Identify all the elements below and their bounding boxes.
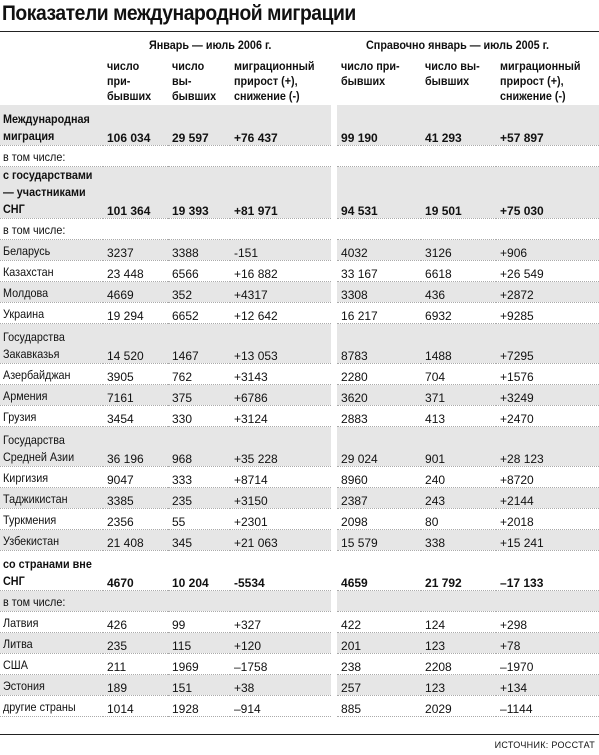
cell-col-6: +15 241 bbox=[496, 529, 599, 550]
cell-col-1: 2356 bbox=[103, 508, 168, 529]
cell-col-1: 101 364 bbox=[103, 166, 168, 218]
cell-col-1: 4670 bbox=[103, 550, 168, 590]
cell-col-1: 189 bbox=[103, 674, 168, 695]
table-row bbox=[0, 508, 599, 529]
row-label: другие страны bbox=[0, 695, 103, 716]
header-sub-row bbox=[0, 56, 599, 105]
cell-col-3: –914 bbox=[230, 695, 334, 716]
cell-col-1: 14 520 bbox=[103, 323, 168, 363]
cell-col-1: 23 448 bbox=[103, 260, 168, 281]
cell-col-3: +3124 bbox=[230, 405, 334, 426]
cell-col-5: 243 bbox=[421, 487, 496, 508]
cell-col-4: 33 167 bbox=[334, 260, 421, 281]
cell-col-4: 8783 bbox=[334, 323, 421, 363]
cell-col-2 bbox=[168, 218, 230, 239]
cell-col-5: 80 bbox=[421, 508, 496, 529]
cell-col-4: 2098 bbox=[334, 508, 421, 529]
table-row bbox=[0, 166, 599, 218]
table-row bbox=[0, 281, 599, 302]
cell-col-2: 333 bbox=[168, 466, 230, 487]
cell-col-5: 2208 bbox=[421, 653, 496, 674]
cell-col-4 bbox=[334, 590, 421, 611]
cell-col-1: 9047 bbox=[103, 466, 168, 487]
cell-col-6: +298 bbox=[496, 611, 599, 632]
row-label: США bbox=[0, 653, 103, 674]
row-label: в том числе: bbox=[0, 590, 103, 611]
table-row bbox=[0, 363, 599, 384]
cell-col-5: 704 bbox=[421, 363, 496, 384]
cell-col-3: +12 642 bbox=[230, 302, 334, 323]
header-group-row bbox=[0, 34, 599, 56]
cell-col-1: 7161 bbox=[103, 384, 168, 405]
cell-col-6: +75 030 bbox=[496, 166, 599, 218]
cell-col-1: 3385 bbox=[103, 487, 168, 508]
cell-col-2: 3388 bbox=[168, 239, 230, 260]
cell-col-6: +134 bbox=[496, 674, 599, 695]
table-row bbox=[0, 384, 599, 405]
header-sub-col-2: число вы- бывших bbox=[172, 59, 217, 103]
cell-col-5: 901 bbox=[421, 426, 496, 466]
cell-col-6: –17 133 bbox=[496, 550, 599, 590]
cell-col-1: 36 196 bbox=[103, 426, 168, 466]
cell-col-1: 3454 bbox=[103, 405, 168, 426]
table-row bbox=[0, 529, 599, 550]
cell-col-2: 6566 bbox=[168, 260, 230, 281]
cell-col-5: 3126 bbox=[421, 239, 496, 260]
table-row bbox=[0, 105, 599, 145]
table-row bbox=[0, 426, 599, 466]
cell-col-6: +26 549 bbox=[496, 260, 599, 281]
cell-col-5: 1488 bbox=[421, 323, 496, 363]
cell-col-6: +2018 bbox=[496, 508, 599, 529]
table-row bbox=[0, 611, 599, 632]
cell-col-1 bbox=[103, 145, 168, 166]
cell-col-2 bbox=[168, 145, 230, 166]
cell-col-5: 371 bbox=[421, 384, 496, 405]
cell-col-1: 106 034 bbox=[103, 105, 168, 145]
cell-col-5: 41 293 bbox=[421, 105, 496, 145]
cell-col-4: 2387 bbox=[334, 487, 421, 508]
row-label: с государствами — участниками СНГ bbox=[0, 166, 103, 218]
cell-col-4: 2883 bbox=[334, 405, 421, 426]
row-label: Армения bbox=[0, 384, 103, 405]
cell-col-5: 413 bbox=[421, 405, 496, 426]
row-label: со странами вне СНГ bbox=[0, 550, 103, 590]
cell-col-2: 762 bbox=[168, 363, 230, 384]
cell-col-5 bbox=[421, 145, 496, 166]
cell-col-1: 19 294 bbox=[103, 302, 168, 323]
cell-col-2: 375 bbox=[168, 384, 230, 405]
cell-col-6: +78 bbox=[496, 632, 599, 653]
cell-col-3: +35 228 bbox=[230, 426, 334, 466]
table-row bbox=[0, 653, 599, 674]
row-label: Государства Закавказья bbox=[0, 323, 103, 363]
cell-col-4: 4032 bbox=[334, 239, 421, 260]
header-sub-col-5: число вы- бывших bbox=[425, 59, 480, 88]
table-row bbox=[0, 239, 599, 260]
cell-col-6: +8720 bbox=[496, 466, 599, 487]
cell-col-1: 3905 bbox=[103, 363, 168, 384]
header-sub-corner bbox=[0, 56, 103, 105]
cell-col-3: +2301 bbox=[230, 508, 334, 529]
cell-col-4: 16 217 bbox=[334, 302, 421, 323]
header-corner bbox=[0, 34, 103, 56]
cell-col-6: +2144 bbox=[496, 487, 599, 508]
cell-col-6 bbox=[496, 218, 599, 239]
cell-col-2: 10 204 bbox=[168, 550, 230, 590]
cell-col-4: 2280 bbox=[334, 363, 421, 384]
cell-col-4: 257 bbox=[334, 674, 421, 695]
row-label: Украина bbox=[0, 302, 103, 323]
cell-col-3: +4317 bbox=[230, 281, 334, 302]
source-note: ИСТОЧНИК: РОССТАТ bbox=[494, 740, 595, 750]
cell-col-3: +120 bbox=[230, 632, 334, 653]
cell-col-5: 21 792 bbox=[421, 550, 496, 590]
cell-col-4: 94 531 bbox=[334, 166, 421, 218]
cell-col-2: 6652 bbox=[168, 302, 230, 323]
header-sub-col-3: миграционный прирост (+), снижение (-) bbox=[234, 59, 315, 103]
row-label: Туркмения bbox=[0, 508, 103, 529]
cell-col-2 bbox=[168, 590, 230, 611]
cell-col-4: 3620 bbox=[334, 384, 421, 405]
cell-col-4: 3308 bbox=[334, 281, 421, 302]
page-title: Показатели международной миграции bbox=[2, 2, 356, 25]
cell-col-6: +9285 bbox=[496, 302, 599, 323]
header-sub-col-6: миграционный прирост (+), снижение (-) bbox=[500, 59, 581, 103]
cell-col-6: +1576 bbox=[496, 363, 599, 384]
cell-col-3: –1758 bbox=[230, 653, 334, 674]
cell-col-3: +21 063 bbox=[230, 529, 334, 550]
table-row bbox=[0, 323, 599, 363]
cell-col-6: +906 bbox=[496, 239, 599, 260]
cell-col-6: +2872 bbox=[496, 281, 599, 302]
cell-col-2: 99 bbox=[168, 611, 230, 632]
cell-col-1: 235 bbox=[103, 632, 168, 653]
cell-col-2: 1928 bbox=[168, 695, 230, 716]
cell-col-1: 1014 bbox=[103, 695, 168, 716]
cell-col-4: 15 579 bbox=[334, 529, 421, 550]
cell-col-6 bbox=[496, 145, 599, 166]
cell-col-5: 240 bbox=[421, 466, 496, 487]
cell-col-3: +327 bbox=[230, 611, 334, 632]
row-label: Беларусь bbox=[0, 239, 103, 260]
row-label: Таджикистан bbox=[0, 487, 103, 508]
table-row bbox=[0, 260, 599, 281]
cell-col-3: +76 437 bbox=[230, 105, 334, 145]
cell-col-2: 235 bbox=[168, 487, 230, 508]
cell-col-5: 19 501 bbox=[421, 166, 496, 218]
cell-col-1 bbox=[103, 218, 168, 239]
cell-col-6: +3249 bbox=[496, 384, 599, 405]
row-label: Узбекистан bbox=[0, 529, 103, 550]
row-label: Молдова bbox=[0, 281, 103, 302]
cell-col-3: -5534 bbox=[230, 550, 334, 590]
cell-col-2: 19 393 bbox=[168, 166, 230, 218]
cell-col-1: 21 408 bbox=[103, 529, 168, 550]
cell-col-1: 3237 bbox=[103, 239, 168, 260]
cell-col-4: 885 bbox=[334, 695, 421, 716]
cell-col-5: 338 bbox=[421, 529, 496, 550]
cell-col-2: 1467 bbox=[168, 323, 230, 363]
cell-col-5: 124 bbox=[421, 611, 496, 632]
cell-col-5 bbox=[421, 590, 496, 611]
cell-col-6: –1144 bbox=[496, 695, 599, 716]
cell-col-3: +38 bbox=[230, 674, 334, 695]
table-row bbox=[0, 302, 599, 323]
header-group-2006: Январь — июль 2006 г. bbox=[149, 38, 272, 52]
table-row bbox=[0, 405, 599, 426]
cell-col-3: +13 053 bbox=[230, 323, 334, 363]
table-row bbox=[0, 487, 599, 508]
cell-col-5: 436 bbox=[421, 281, 496, 302]
cell-col-3: -151 bbox=[230, 239, 334, 260]
cell-col-4: 201 bbox=[334, 632, 421, 653]
cell-col-6: +7295 bbox=[496, 323, 599, 363]
cell-col-3: +16 882 bbox=[230, 260, 334, 281]
cell-col-6: +57 897 bbox=[496, 105, 599, 145]
cell-col-5: 2029 bbox=[421, 695, 496, 716]
table-row bbox=[0, 632, 599, 653]
cell-col-3: +81 971 bbox=[230, 166, 334, 218]
cell-col-2: 55 bbox=[168, 508, 230, 529]
cell-col-4: 99 190 bbox=[334, 105, 421, 145]
cell-col-3 bbox=[230, 218, 334, 239]
table-row bbox=[0, 674, 599, 695]
cell-col-3 bbox=[230, 145, 334, 166]
cell-col-5: 123 bbox=[421, 674, 496, 695]
cell-col-5: 6932 bbox=[421, 302, 496, 323]
cell-col-2: 345 bbox=[168, 529, 230, 550]
cell-col-2: 115 bbox=[168, 632, 230, 653]
cell-col-4: 4659 bbox=[334, 550, 421, 590]
cell-col-1: 426 bbox=[103, 611, 168, 632]
cell-col-1: 4669 bbox=[103, 281, 168, 302]
cell-col-1 bbox=[103, 590, 168, 611]
row-label: Грузия bbox=[0, 405, 103, 426]
cell-col-4: 8960 bbox=[334, 466, 421, 487]
row-label: Казахстан bbox=[0, 260, 103, 281]
cell-col-4 bbox=[334, 218, 421, 239]
cell-col-4: 422 bbox=[334, 611, 421, 632]
row-label: Международная миграция bbox=[0, 105, 103, 145]
cell-col-6 bbox=[496, 590, 599, 611]
top-rule bbox=[0, 31, 599, 32]
header-sub-col-1: число при- бывших bbox=[107, 59, 152, 103]
table-row bbox=[0, 466, 599, 487]
cell-col-3: +8714 bbox=[230, 466, 334, 487]
cell-col-1: 211 bbox=[103, 653, 168, 674]
cell-col-5: 6618 bbox=[421, 260, 496, 281]
cell-col-6: –1970 bbox=[496, 653, 599, 674]
table-row bbox=[0, 218, 599, 239]
cell-col-2: 330 bbox=[168, 405, 230, 426]
cell-col-2: 968 bbox=[168, 426, 230, 466]
cell-col-4 bbox=[334, 145, 421, 166]
cell-col-2: 352 bbox=[168, 281, 230, 302]
cell-col-6: +2470 bbox=[496, 405, 599, 426]
cell-col-3 bbox=[230, 590, 334, 611]
cell-col-4: 238 bbox=[334, 653, 421, 674]
cell-col-6: +28 123 bbox=[496, 426, 599, 466]
cell-col-5: 123 bbox=[421, 632, 496, 653]
table-row bbox=[0, 145, 599, 166]
table-row bbox=[0, 550, 599, 590]
row-label: Государства Средней Азии bbox=[0, 426, 103, 466]
table-row bbox=[0, 695, 599, 716]
row-label: Латвия bbox=[0, 611, 103, 632]
row-label: Литва bbox=[0, 632, 103, 653]
row-label: Эстония bbox=[0, 674, 103, 695]
bottom-rule bbox=[0, 734, 599, 735]
cell-col-3: +3143 bbox=[230, 363, 334, 384]
cell-col-2: 1969 bbox=[168, 653, 230, 674]
migration-table bbox=[0, 34, 599, 717]
header-sub-col-4: число при- бывших bbox=[334, 56, 421, 105]
row-label: в том числе: bbox=[0, 145, 103, 166]
cell-col-5 bbox=[421, 218, 496, 239]
cell-col-3: +6786 bbox=[230, 384, 334, 405]
row-label: Азербайджан bbox=[0, 363, 103, 384]
header-group-2005: Справочно январь — июль 2005 г. bbox=[334, 34, 599, 56]
row-label: в том числе: bbox=[0, 218, 103, 239]
table-row bbox=[0, 590, 599, 611]
cell-col-2: 29 597 bbox=[168, 105, 230, 145]
cell-col-4: 29 024 bbox=[334, 426, 421, 466]
row-label: Киргизия bbox=[0, 466, 103, 487]
cell-col-2: 151 bbox=[168, 674, 230, 695]
cell-col-3: +3150 bbox=[230, 487, 334, 508]
table-body bbox=[0, 105, 599, 716]
